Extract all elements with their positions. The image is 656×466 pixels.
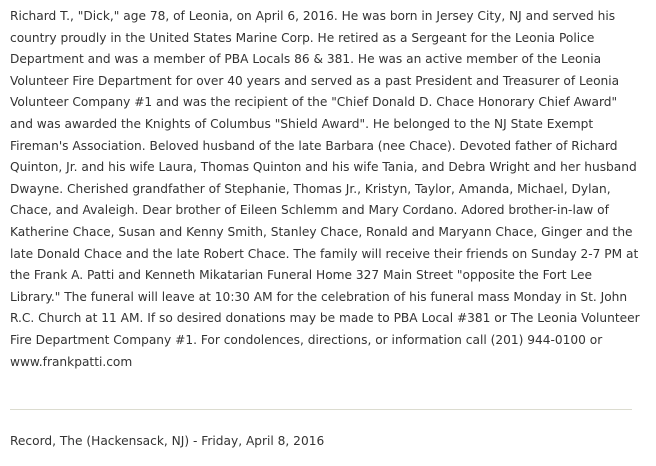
publication-source: Record, The (Hackensack, NJ) - Friday, April 8, 2016 <box>10 434 325 448</box>
divider <box>10 409 632 410</box>
obituary-text: Richard T., "Dick," age 78, of Leonia, on April 6, 2016. He was born in Jersey City, NJ and served his country proudly in the United States Marine Corp. He retired as a Sergeant for the Leonia Police Department and was a member of PBA Locals 86 & 381. He was an active member of the Leonia Volunteer Fire Department for over 40 years and served as a past President and Treasurer of Leonia Volunteer Company #1 and was the recipient of the "Chief Donald D. Chace Honorary Chief Award" and was awarded the Knights of Columbus "Shield Award". He belonged to the NJ State Exempt Fireman's Association. Beloved husband of the late Barbara (nee Chace). Devoted father of Richard Quinton, Jr. and his wife Laura, Thomas Quinton and his wife Tania, and Debra Wright and her husband Dwayne. Cherished grandfather of Stephanie, Thomas Jr., Kristyn, Taylor, Amanda, Michael, Dylan, Chace, and Avaleigh. Dear brother of Eileen Schlemm and Mary Cordano. Adored brother-in-law of Katherine Chace, Susan and Kenny Smith, Stanley Chace, Ronald and Maryann Chace, Ginger and the late Donald Chace and the late Robert Chace. The family will receive their friends on Sunday 2-7 PM at the Frank A. Patti and Kenneth Mikatarian Funeral Home 327 Main Street "opposite the Fort Lee Library." The funeral will leave at 10:30 AM for the celebration of his funeral mass Monday in St. John R.C. Church at 11 AM. If so desired donations may be made to PBA Local #381 or The Leonia Volunteer Fire Department Company #1. For condolences, directions, or information call (201) 944-0100 or www.frankpatti.com <box>10 9 640 369</box>
